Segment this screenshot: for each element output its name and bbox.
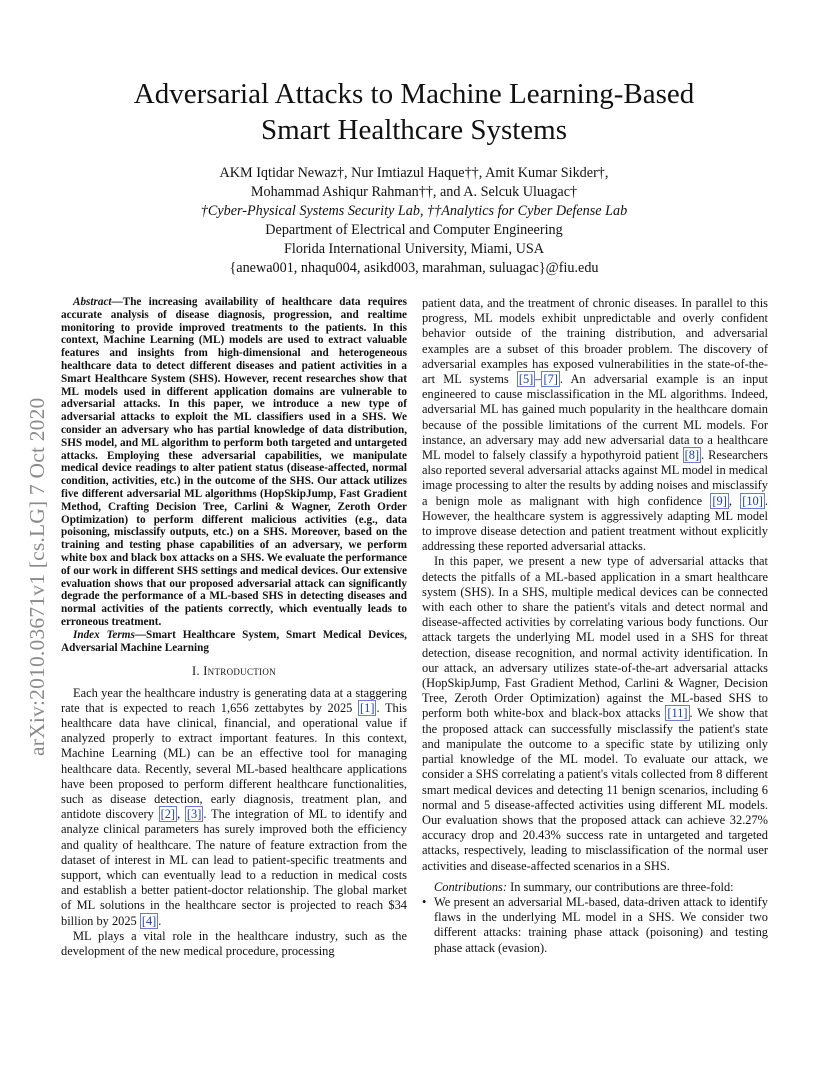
citation-link[interactable]: [11] <box>667 706 688 721</box>
bullet-icon: • <box>422 894 427 909</box>
intro-p1-text-e: . <box>158 913 162 928</box>
paper-title-line-2: Smart Healthcare Systems <box>260 114 568 146</box>
authors-line-2: Mohammad Ashiqur Rahman††, and A. Selcuk Uluagac† <box>250 184 578 200</box>
intro-p1-text-b: . This healthcare data have clinical, financial, and operational value if analyzed properly to extract important features. In this context, Machine Learning (ML) can be an effective tool for managing healthcare data. Recently, several ML-based healthcare applications have been proposed to perform different healthcare functionalities, such as disease detection, early diagnosis, treatment plan, and antidote discovery <box>61 700 408 822</box>
citation-link[interactable]: [9] <box>712 493 727 508</box>
contributions-intro <box>422 880 768 895</box>
intro-paragraph-2-continued <box>422 296 768 554</box>
right-column <box>422 296 768 956</box>
contribution-bullet-1-text: We present an adversarial ML-based, data-driven attack to identify flaws in the underlying ML model in a SHS. We consider two different attacks: training phase attack (poisoning) and testing phase attack (evasion). <box>434 894 768 955</box>
intro-p1-text-a: Each year the healthcare industry is generating data at a staggering rate that is expected to reach 1,656 zettabytes by 2025 <box>61 685 407 715</box>
index-terms-lead: Index Terms <box>73 628 135 641</box>
contribution-bullet-1 <box>422 895 768 956</box>
citation-link[interactable]: [8] <box>684 448 700 463</box>
abstract-text: —The increasing availability of healthcare data requires accurate analysis of disease diagnosis, progression, and realtime monitoring to provide improved treatments to the patients. In this context, Machine Learning (ML) models are used to extract valuable features and insights from high-dimensional and heterogeneous healthcare data to detect different diseases and patient activities in a Smart Healthcare System (SHS). However, recent researches show that ML models used in different application domains are vulnerable to adversarial attacks. In this paper, we introduce a new type of adversarial attacks to exploit the ML classifiers used in a SHS. We consider an adversary who has partial knowledge of data distribution, SHS model, and ML algorithm to perform both targeted and untargeted attacks. Employing these adversarial capabilities, we manipulate medical device readings to alter patient status (disease-affected, normal condition, activities, etc.) in the outcome of the SHS. Our attack utilizes five different adversarial ML algorithms (HopSkipJump, Fast Gradient Method, Crafting Decision Tree, Carlini & Wagner, Zeroth Order Optimization) to perform different malicious activities (e.g., data poisoning, misclassify outputs, etc.) on a SHS. Moreover, based on the training and testing phase capabilities of an adversary, we perform white box and black box attacks on a SHS. We evaluate the performance of our work in different SHS settings and medical devices. Our extensive evaluation shows that our proposed adversarial attack can significantly degrade the performance of a ML-based SHS in detecting diseases and normal activities of the patients correctly, which eventually leads to erroneous treatment. <box>61 296 407 628</box>
citation-link[interactable]: [1] <box>360 700 375 715</box>
intro-p2-text-a: patient data, and the treatment of chronic diseases. In parallel to this progress, ML models exhibit unpredictable and overly confident behavior outside of the training distribution, and adversarial examples are a subset of this broader problem. The discovery of adversarial examples has exposed vulnerabilities in the state-of-the-art ML systems <box>422 296 768 387</box>
authors-line-1: AKM Iqtidar Newaz†, Nur Imtiazul Haque††, Amit Kumar Sikder†, <box>219 165 609 181</box>
contributions-text: In summary, our contributions are three-fold: <box>506 879 734 894</box>
department: Department of Electrical and Computer Engineering <box>265 222 563 238</box>
citation-link[interactable]: [3] <box>186 807 202 822</box>
intro-p1-text-d: . The integration of ML to identify and analyze clinical parameters has surely improved both the efficiency and quality of healthcare. The nature of feature extraction from the dataset of interest in ML can lead to patient-specific treatments and support, which can eventually lead to a reduction in medical costs and establish a better patient-doctor relationship. The global market of ML solutions in the healthcare sector is projected to reach $34 billion by 2025 <box>61 807 408 928</box>
intro-p3-text-a: In this paper, we present a new type of adversarial attacks that detects the pitfalls of a ML-based application in a smart healthcare system (SHS). In a SHS, multiple medical devices can be connected with each other to share the patient's vitals and detect normal and disease-affected activities by correlating various body functions. Our attack targets the underlying ML model used in a SHS for threat detection, disease recognition, and normal activity identification. In our attack, an adversary utilizes state-of-the-art adversarial attacks (HopSkipJump, Fast Gradient Method, Carlini & Wagner, Decision Tree, Zeroth Order Optimization) against the ML-based SHS to perform both white-box and black-box attacks <box>422 554 768 721</box>
left-column <box>61 296 407 959</box>
citation-link[interactable]: [2] <box>160 807 176 822</box>
intro-p2-text-c: . Researchers also reported several adversarial attacks against ML model in medical image processing to alter the results by adding noises and misclassify a benign mole as malignant with high confidence <box>422 448 768 508</box>
citation-link[interactable]: [4] <box>141 913 157 928</box>
citation-link[interactable]: [5] <box>518 372 534 387</box>
intro-p1-text-c: , <box>177 807 185 822</box>
intro-p2-dash: – <box>535 372 542 387</box>
paper-title <box>60 76 768 148</box>
author-emails: {anewa001, nhaqu004, asikd003, marahman, suluagac}@fiu.edu <box>229 260 599 276</box>
index-terms <box>61 629 407 655</box>
paper-title-line-1: Adversarial Attacks to Machine Learning-Based <box>133 78 695 110</box>
intro-paragraph-2-start: ML plays a vital role in the healthcare industry, such as the development of the new medical procedure, processing <box>61 928 407 958</box>
lab-affiliations: †Cyber-Physical Systems Security Lab, ††Analytics for Cyber Defense Lab <box>200 203 628 219</box>
arxiv-stamp-text: arXiv:2010.03671v1 [cs.LG] 7 Oct 2020 <box>25 397 49 756</box>
intro-paragraph-1 <box>61 686 407 929</box>
university: Florida International University, Miami, USA <box>284 241 544 257</box>
intro-p2-text-b: . An adversarial example is an input engineered to cause misclassification in the ML algorithms. Indeed, adversarial ML has gained much popularity in the healthcare domain because of the possible limitations of the current ML models. For instance, an adversary may add new adversarial data to a healthcare ML model to falsely classify a hypothyroid patient <box>422 372 768 463</box>
author-block <box>60 164 768 278</box>
intro-p2-comma: , <box>728 493 741 508</box>
index-terms-text: —Smart Healthcare System, Smart Medical Devices, Adversarial Machine Learning <box>61 628 407 654</box>
abstract-lead: Abstract <box>73 296 112 308</box>
citation-link[interactable]: [7] <box>543 372 558 387</box>
contributions-lead: Contributions: <box>434 879 507 894</box>
section-heading-introduction: I. Introduction <box>192 664 276 679</box>
intro-paragraph-3 <box>422 554 768 873</box>
arxiv-stamp <box>20 296 54 756</box>
intro-p3-text-b: . We show that the proposed attack can successfully misclassify the patient's state and manipulate the outcome to a specific state by utilizing only partial knowledge of the ML model. To evaluate our attack, we consider a SHS correlating a patient's vitals collected from 8 different smart medical devices and detecting 11 benign scenarios, including 6 normal and 5 disease-affected activities using different ML models. Our evaluation shows that the proposed attack can achieve 32.27% accuracy drop and 20.43% success rate in untargeted and targeted attacks, respectively, leading to misclassification of the normal user activities and disease-affected scenarios in a SHS. <box>422 706 768 873</box>
citation-link[interactable]: [10] <box>742 493 763 508</box>
abstract <box>61 296 407 629</box>
intro-p2-text-d: . However, the healthcare system is aggressively adapting ML model to improve disease detection and patient treatment without explicitly addressing these reported adversarial attacks. <box>422 493 768 554</box>
